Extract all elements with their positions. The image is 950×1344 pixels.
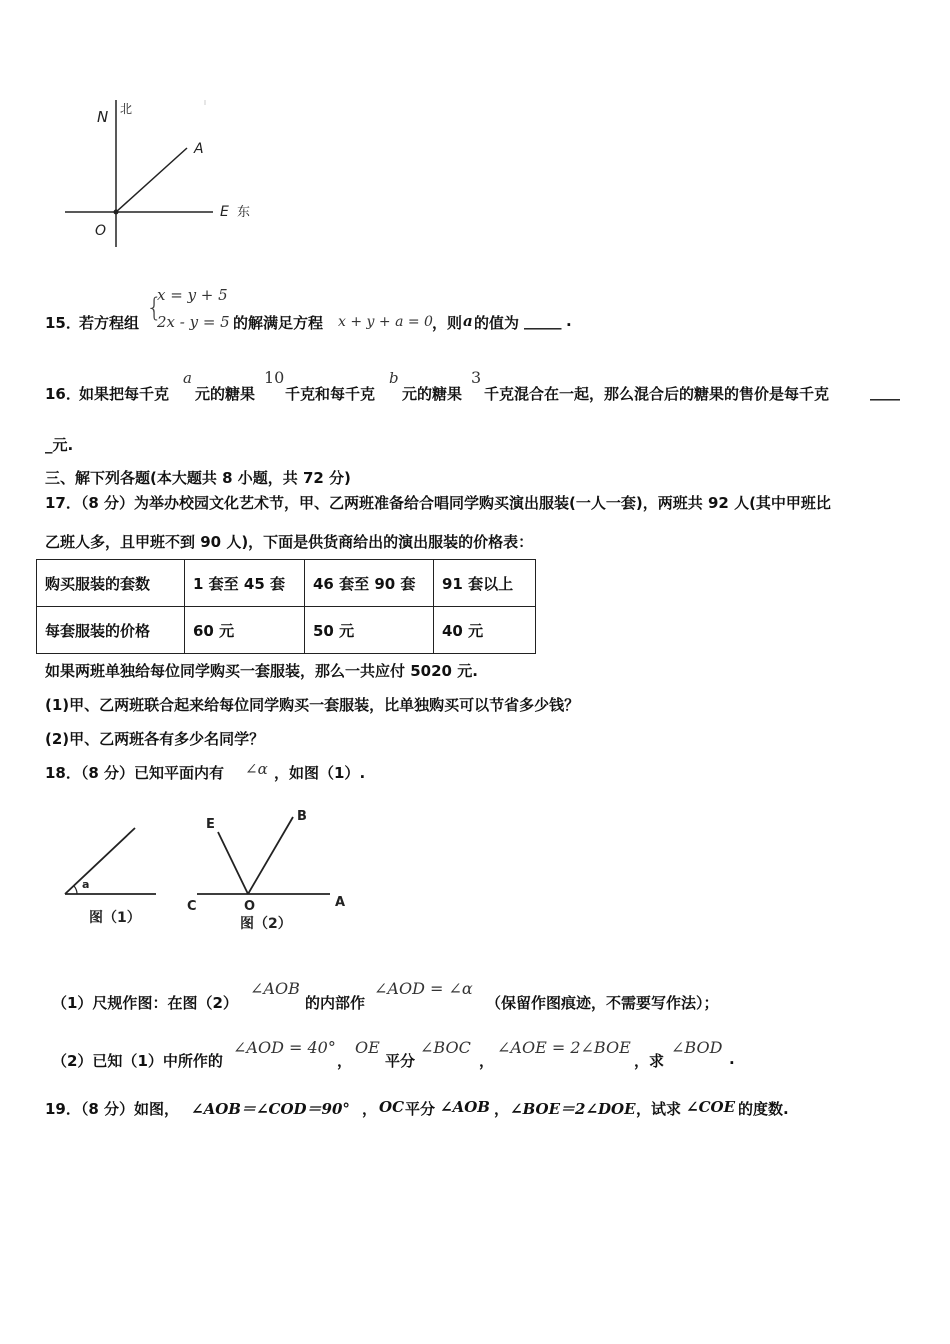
q15-prefix: 若方程组	[79, 314, 140, 332]
q16-ten: 10	[264, 368, 285, 387]
table-row	[37, 607, 536, 654]
q15-end: .	[566, 312, 572, 330]
fig2-b-label: B	[297, 809, 307, 824]
q19-math-5: ∠COE	[686, 1098, 736, 1116]
q18-angle-alpha: ∠α	[245, 760, 268, 778]
q18-part2-sep-2: ，	[479, 1052, 495, 1070]
q15-variable-a: a	[463, 312, 473, 330]
table-cell: 50 元	[305, 607, 434, 654]
q17-subquestion-2: (2)甲、乙两班各有多少名同学？	[45, 730, 265, 748]
table-cell: 40 元	[434, 607, 536, 654]
q18-part1-math-1: ∠AOB	[250, 979, 300, 998]
q18-part2-math-3: ∠BOC	[420, 1038, 471, 1057]
q18-part2-math-2: OE	[355, 1038, 380, 1057]
fig2-caption: 图（2）	[240, 916, 292, 932]
q16-part-3: 千克和每千克	[285, 385, 376, 403]
table-header-cell: 91 套以上	[434, 560, 536, 607]
compass-north-cn-label: 北	[120, 102, 133, 116]
compass-point-a-label: A	[194, 141, 204, 157]
table-cell: 每套服装的价格	[37, 607, 185, 654]
q16-number: 16．	[45, 385, 81, 403]
q18-prefix: 18．（8 分）已知平面内有	[45, 764, 225, 782]
q18-part2-math-5: ∠BOD	[671, 1038, 723, 1057]
table-header-cell: 购买服装的套数	[37, 560, 185, 607]
compass-origin-label: O	[95, 223, 107, 239]
compass-east-label: E	[220, 204, 229, 220]
q19-text-1: 19．（8 分）如图，	[45, 1100, 180, 1118]
section-3-heading: 三、解下列各题(本大题共 8 小题，共 72 分)	[45, 469, 351, 487]
q17-after-table: 如果两班单独给每位同学购买一套服装，那么一共应付 5020 元.	[45, 662, 478, 680]
q18-part2-text-2: 平分	[385, 1052, 416, 1070]
q16-three: 3	[471, 368, 482, 387]
q18-part2-text-3: ，求	[634, 1052, 665, 1070]
fig2-c-label: C	[187, 899, 197, 914]
q16-blank: ____	[870, 383, 900, 401]
q18-suffix: ，如图（1）.	[274, 764, 366, 782]
q19-math-2: OC	[379, 1098, 405, 1116]
q16-var-a: a	[183, 369, 192, 387]
angle-figure-2	[180, 800, 370, 940]
table-row	[37, 560, 536, 607]
q15-tail: 的值为	[474, 314, 520, 332]
q18-part2-end: .	[729, 1050, 735, 1068]
q18-part2-sep-1: ，	[337, 1052, 353, 1070]
q15-equation-3: x + y + a = 0	[338, 314, 433, 330]
q19-math-1: ∠AOB＝∠COD＝90°	[191, 1100, 350, 1118]
price-table	[36, 559, 536, 654]
q19-text-3: 平分	[405, 1100, 436, 1118]
q18-part1-text-3: （保留作图痕迹，不需要写作法）；	[486, 994, 719, 1012]
q18-part2-math-4: ∠AOE = 2∠BOE	[497, 1038, 631, 1057]
compass-figure	[55, 95, 285, 255]
q15-equation-1: x = y + 5	[157, 286, 228, 304]
table-header-cell: 1 套至 45 套	[185, 560, 305, 607]
q19-text-4: ，	[494, 1100, 510, 1118]
q17-line-2: 乙班人多，且甲班不到 90 人)，下面是供货商给出的演出服装的价格表：	[45, 533, 534, 551]
q19-text-2: ，	[362, 1100, 378, 1118]
fig1-caption: 图（1）	[89, 910, 141, 926]
q18-part1-text-1: （1）尺规作图：在图（2）	[52, 994, 238, 1012]
q17-line-1: 17．（8 分）为举办校园文化艺术节，甲、乙两班准备给合唱同学购买演出服装(一人一套)，两班共 92 人(其中甲班比	[45, 494, 831, 512]
q18-part1-text-2: 的内部作	[305, 994, 366, 1012]
q15-then: ，则	[432, 314, 463, 332]
q18-part1-math-2: ∠AOD = ∠α	[374, 979, 473, 998]
q15-answer-blank: _____	[524, 312, 562, 330]
q16-part-4: 元的糖果	[402, 385, 463, 403]
fig2-e-label: E	[206, 817, 215, 832]
q16-part-1: 如果把每千克	[79, 385, 170, 403]
q16-line-2: _元.	[45, 436, 74, 454]
q18-part2-text-1: （2）已知（1）中所作的	[52, 1052, 223, 1070]
fig2-a-label: A	[335, 895, 346, 910]
q19-math-4: ∠BOE＝2∠DOE	[510, 1100, 636, 1118]
q18-part2-math-1: ∠AOD = 40°	[233, 1038, 336, 1057]
fig1-alpha-label: a	[82, 878, 90, 891]
q19-math-3: ∠AOB	[440, 1098, 490, 1116]
q19-text-6: 的度数.	[738, 1100, 789, 1118]
fig2-o-label: O	[244, 899, 256, 914]
q15-middle: 的解满足方程	[233, 314, 324, 332]
table-header-cell: 46 套至 90 套	[305, 560, 434, 607]
q16-part-2: 元的糖果	[195, 385, 256, 403]
q15-brace: {	[146, 293, 163, 323]
q15-number: 15．	[45, 314, 81, 332]
q19-text-5: ，试求	[636, 1100, 682, 1118]
angle-figure-1	[55, 820, 175, 935]
q17-subquestion-1: (1)甲、乙两班联合起来给每位同学购买一套服装，比单独购买可以节省多少钱？	[45, 696, 580, 714]
table-cell: 60 元	[185, 607, 305, 654]
compass-east-cn-label: 东	[237, 205, 251, 220]
q16-part-5: 千克混合在一起，那么混合后的糖果的售价是每千克	[484, 385, 830, 403]
compass-north-label: N	[97, 108, 109, 126]
q15-equation-2: 2x - y = 5	[157, 313, 230, 331]
q16-var-b: b	[389, 369, 399, 387]
